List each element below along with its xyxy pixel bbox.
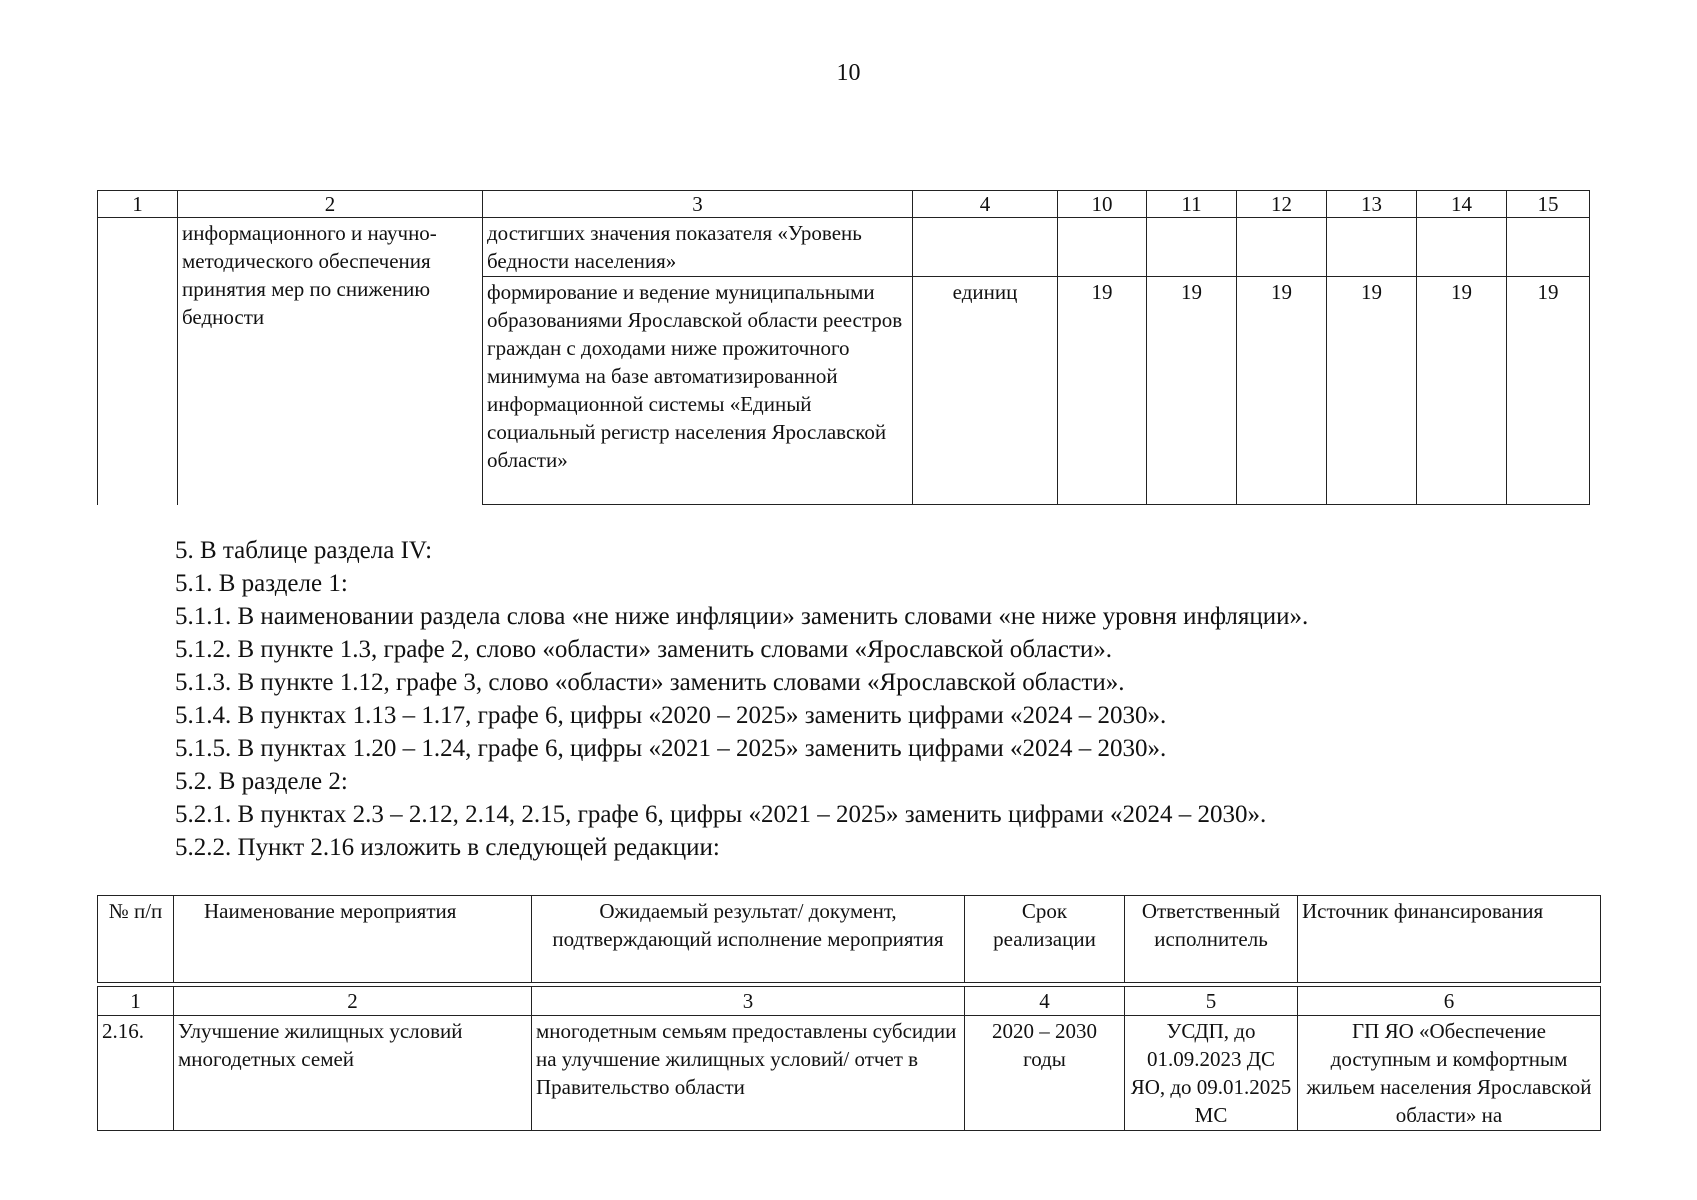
paragraph: 5.1.2. В пункте 1.3, графе 2, слово «области» заменить словами «Ярославской области». [175, 636, 1113, 663]
term-cell: 2020 – 2030 годы [965, 1016, 1125, 1131]
paragraph: 5.2. В разделе 2: [175, 768, 348, 795]
header-cell: 6 [1298, 987, 1601, 1016]
paragraph: 5.2.2. Пункт 2.16 изложить в следующей редакции: [175, 834, 720, 861]
paragraph: 5.1.3. В пункте 1.12, графе 3, слово «области» заменить словами «Ярославской области». [175, 669, 1125, 696]
header-cell: 4 [965, 987, 1125, 1016]
indicators-table [97, 190, 1590, 505]
value-cell: 19 [1147, 277, 1237, 505]
header-cell: Срок реализации [965, 896, 1125, 983]
header-cell: 12 [1237, 191, 1327, 218]
header-cell: Наименование мероприятия [174, 896, 532, 983]
unit-cell: единиц [913, 277, 1058, 505]
header-cell: 4 [913, 191, 1058, 218]
paragraph: 5.1. В разделе 1: [175, 570, 348, 597]
header-cell: 3 [483, 191, 913, 218]
table-cell-empty [1237, 218, 1327, 277]
activity-name-cell: Улучшение жилищных условий многодетных семей [174, 1016, 532, 1131]
table-header-row [98, 896, 1601, 983]
header-cell: Ответственный исполнитель [1125, 896, 1298, 983]
responsible-cell: УСДП, до 01.09.2023 ДС ЯО, до 09.01.2025 МС [1125, 1016, 1298, 1131]
header-cell: 15 [1507, 191, 1590, 218]
header-cell: Источник финансирования [1298, 896, 1601, 983]
column-numbers-row [98, 987, 1601, 1016]
funding-cell: ГП ЯО «Обеспечение доступным и комфортным жильем населения Ярославской области» на [1298, 1016, 1601, 1131]
measures-table [97, 895, 1601, 1131]
amendment-paragraphs [175, 534, 1655, 864]
table-cell-empty [1058, 218, 1147, 277]
header-cell: 2 [178, 191, 483, 218]
table-cell-empty [1327, 218, 1417, 277]
value-cell: 19 [1507, 277, 1590, 505]
paragraph: 5.1.4. В пунктах 1.13 – 1.17, графе 6, цифры «2020 – 2025» заменить цифрами «2024 – 2030». [175, 702, 1167, 729]
header-cell: 3 [532, 987, 965, 1016]
indicator-cell: формирование и ведение муниципальными образованиями Ярославской области реестров граждан с доходами ниже прожиточного минимума на базе автоматизированной информационной системы «Единый социальный регистр населения Ярославской области» [483, 277, 913, 505]
item-number-cell: 2.16. [98, 1016, 174, 1131]
header-cell: 11 [1147, 191, 1237, 218]
table-row [98, 1016, 1601, 1131]
paragraph: 5.1.5. В пунктах 1.20 – 1.24, графе 6, цифры «2021 – 2025» заменить цифрами «2024 – 2030». [175, 735, 1167, 762]
value-cell: 19 [1327, 277, 1417, 505]
paragraph: 5. В таблице раздела IV: [175, 537, 433, 564]
table-cell-empty [1147, 218, 1237, 277]
value-cell: 19 [1058, 277, 1147, 505]
result-cell: многодетным семьям предоставлены субсидии на улучшение жилищных условий/ отчет в Правительство области [532, 1016, 965, 1131]
paragraph: 5.1.1. В наименовании раздела слова «не ниже инфляции» заменить словами «не ниже уровня инфляции». [175, 603, 1309, 630]
header-cell: Ожидаемый результат/ документ, подтверждающий исполнение мероприятия [532, 896, 965, 983]
table-row [98, 218, 1590, 277]
header-cell: 2 [174, 987, 532, 1016]
value-cell: 19 [1417, 277, 1507, 505]
header-cell: 14 [1417, 191, 1507, 218]
indicator-cell: достигших значения показателя «Уровень бедности населения» [483, 218, 913, 277]
paragraph: 5.2.1. В пунктах 2.3 – 2.12, 2.14, 2.15, графе 6, цифры «2021 – 2025» заменить цифрами «2024 – 2030». [175, 801, 1267, 828]
value-cell: 19 [1237, 277, 1327, 505]
header-cell: 1 [98, 987, 174, 1016]
header-cell: № п/п [98, 896, 174, 983]
page-number: 10 [836, 60, 861, 86]
table-cell-empty [1507, 218, 1590, 277]
header-cell: 1 [98, 191, 178, 218]
table-header-row [98, 191, 1590, 218]
table-cell-empty [913, 218, 1058, 277]
table-cell-empty [98, 218, 178, 505]
header-cell: 5 [1125, 987, 1298, 1016]
header-cell: 10 [1058, 191, 1147, 218]
table-cell-empty [1417, 218, 1507, 277]
header-cell: 13 [1327, 191, 1417, 218]
activity-name-cell: информационного и научно-методического обеспечения принятия мер по снижению бедности [178, 218, 483, 505]
